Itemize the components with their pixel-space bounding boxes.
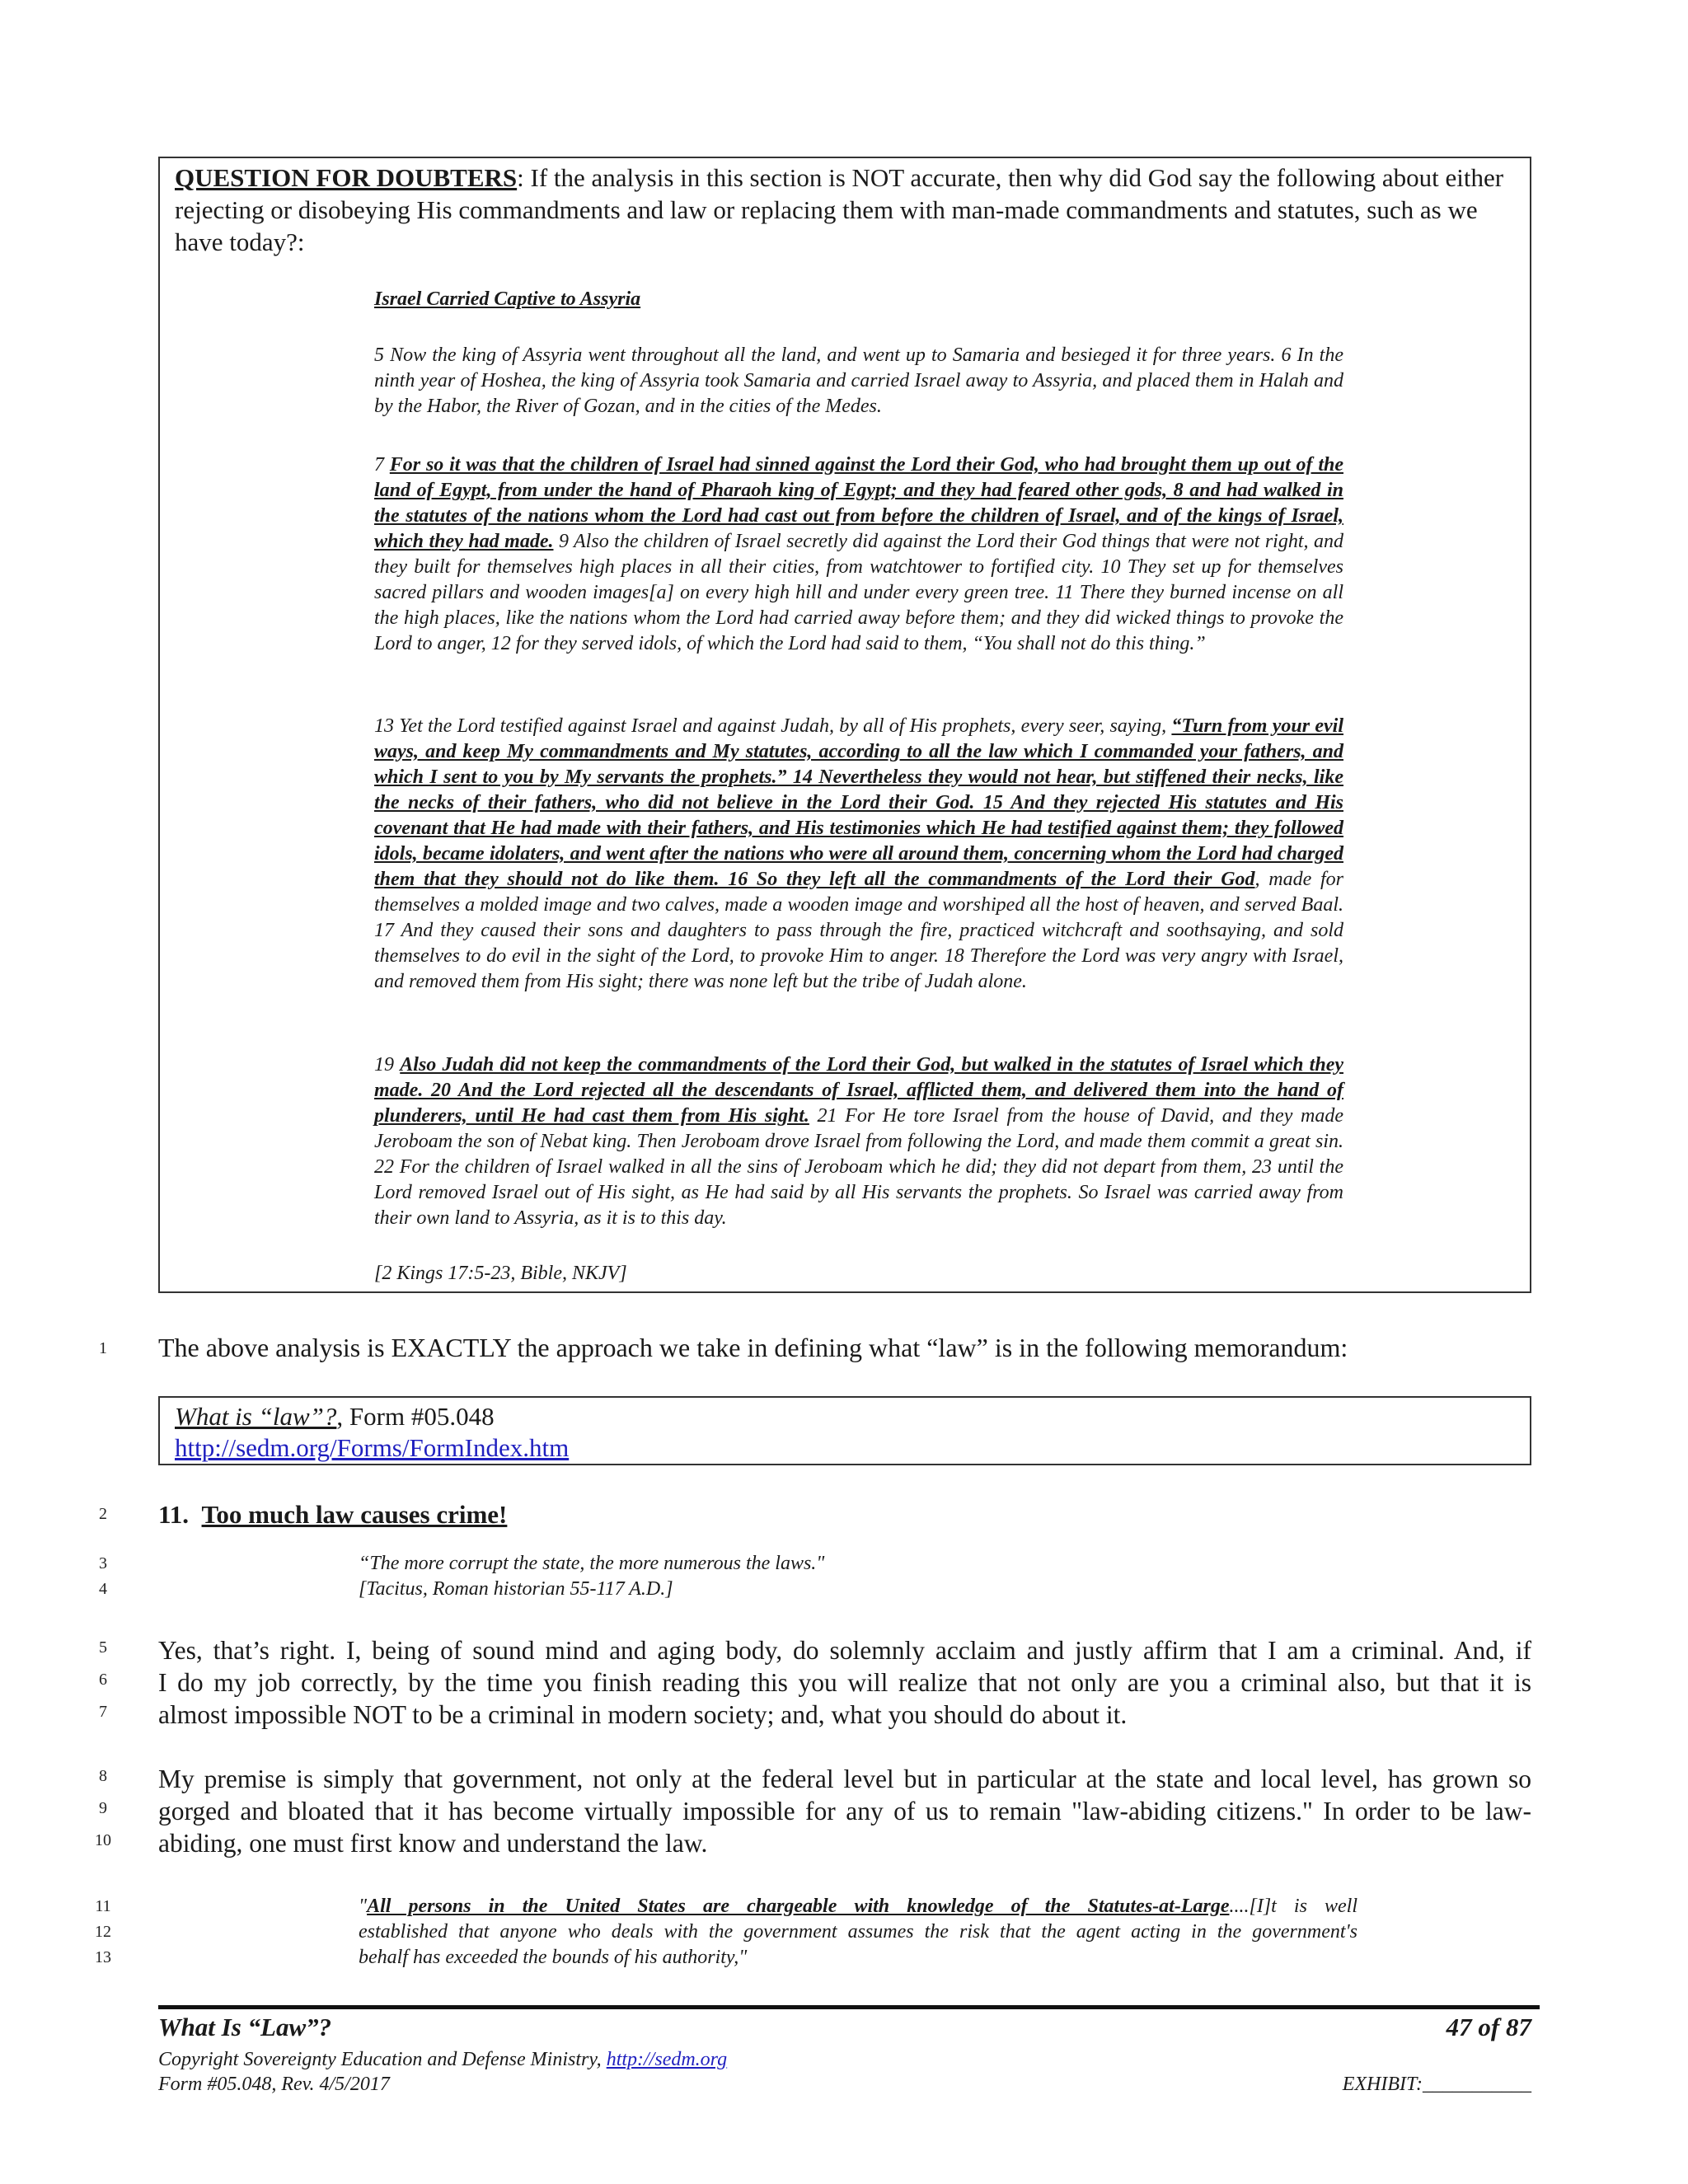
scripture-paragraph-1: 5 Now the king of Assyria went throughout all the land, and went up to Samaria and besieged it for three years. 6 In the ninth year of Hoshea, the king of Assyria took Samaria and carried Israel away to Assyria, and placed them in Halah and by the Habor, the River of Gozan, and in the cities of the Medes.: [374, 344, 1343, 417]
scripture-text: 13 Yet the Lord testified against Israel and against Judah, by all of His prophets, every seer, saying,: [374, 715, 1172, 737]
question-intro: [175, 162, 1518, 258]
line-number: 3: [99, 1554, 107, 1572]
scripture-emphasis: For so it was that the children of Israel had sinned against the Lord their God, who had brought them up out of the land of Egypt, from under the hand of Pharaoh king of Egypt; and they had feared other gods, 8 and had walked in the statutes of the nations whom the Lord had cast out from before the children of Israel, and of the kings of Israel, which they had made.: [374, 454, 1343, 552]
paragraph-criminal: [158, 1634, 1531, 1731]
line-number: 1: [99, 1339, 107, 1357]
section-number: 11.: [158, 1500, 190, 1529]
footer-copyright: [158, 2049, 727, 2071]
quote-line: [359, 1894, 1357, 1919]
footer-divider: [158, 2005, 1540, 2009]
quote-text: ....[I]t is well: [1229, 1896, 1357, 1917]
sedm-link[interactable]: http://sedm.org: [606, 2049, 728, 2070]
scripture-paragraph-2: [374, 452, 1343, 657]
scripture-emphasis: “Turn from your evil ways, and keep My commandments and My statutes, according to all the law which I commanded your fathers, and which I sent to you by My servants the prophets.” 14 Nevertheless they would not hear, but stiffened their necks, like the necks of their fathers, who did not believe in the Lord their God. 15 And they rejected His statutes and His covenant that He had made with their fathers, and His testimonies which He had testified against them; they followed idols, became idolaters, and went after the nations who were all around them, concerning whom the Lord had charged them that they should not do like them. 16 So they left all the commandments of the Lord their God: [374, 715, 1343, 890]
line-number: 7: [99, 1703, 107, 1721]
line-number: 4: [99, 1580, 107, 1598]
verse-number: 7: [374, 454, 390, 476]
line-number: 11: [95, 1897, 111, 1915]
quote-line: established that anyone who deals with the government assumes the risk that the agent acting in the government's: [359, 1921, 1357, 1943]
footer-form-revision: Form #05.048, Rev. 4/5/2017: [158, 2074, 390, 2095]
footer-document-title: What Is “Law”?: [158, 2013, 332, 2041]
paragraph-line: abiding, one must first know and understand the law.: [158, 1829, 708, 1858]
scripture-paragraph-3: [374, 714, 1343, 995]
verse-number: 19: [374, 1054, 401, 1076]
paragraph-line: My premise is simply that government, not only at the federal level but in particular at the state and local level, has grown so: [158, 1765, 1531, 1793]
scripture-text: 9 Also the children of Israel secretly did against the Lord their God things that were not right, and they built for themselves high places in all their cities, from watchtower to fortified city. 10 They set up for themselves sacred pillars and wooden images[a] on every high hill and under every green tree. 11 There they burned incense on all the high places, like the nations whom the Lord had carried away before them; and they did wicked things to provoke the Lord to anger, 12 for they served idols, of which the Lord had said to them, “You shall not do this thing.”: [374, 531, 1344, 654]
quote-line: behalf has exceeded the bounds of his authority,": [359, 1947, 748, 1968]
quote-mark: ": [359, 1896, 368, 1917]
tacitus-quote: “The more corrupt the state, the more numerous the laws.": [359, 1553, 825, 1574]
form-reference-box: [158, 1396, 1531, 1465]
line-number: 9: [99, 1799, 107, 1817]
scripture-paragraph-4: [374, 1052, 1343, 1231]
scripture-title: Israel Carried Captive to Assyria: [374, 288, 641, 310]
line-number: 5: [99, 1638, 107, 1657]
scripture-text: , made for themselves a molded image and two calves, made a wooden image and worshiped all the host of heaven, and served Baal. 17 And they caused their sons and daughters to pass through the fire, practiced witchcraft and soothsaying, and sold themselves to do evil in the sight of the Lord, to provoke Him to anger. 18 Therefore the Lord was very angry with Israel, and removed them from His sight; there was none left but the tribe of Judah alone.: [374, 869, 1343, 992]
tacitus-citation: [Tacitus, Roman historian 55-117 A.D.]: [359, 1578, 673, 1600]
form-index-link[interactable]: http://sedm.org/Forms/FormIndex.htm: [175, 1433, 570, 1462]
line-number: 6: [99, 1671, 107, 1689]
paragraph-line: almost impossible NOT to be a criminal in modern society; and, what you should do about it.: [158, 1700, 1128, 1729]
scripture-emphasis: Also Judah did not keep the commandments of the Lord their God, but walked in the statutes of Israel which they made. 20 And the Lord rejected all the descendants of Israel, afflicted them, and delivered them into the hand of plunderers, until He had cast them from His sight.: [374, 1054, 1343, 1127]
footer-exhibit: EXHIBIT:___________: [1342, 2074, 1531, 2095]
paragraph-premise: [158, 1763, 1531, 1859]
form-number: , Form #05.048: [336, 1402, 495, 1431]
question-for-doubters-box: [158, 157, 1531, 1293]
form-reference: [175, 1401, 1530, 1432]
form-title-link[interactable]: What is “law”?: [175, 1402, 337, 1431]
statutes-quote: [359, 1894, 1357, 1971]
line-number: 2: [99, 1505, 107, 1523]
section-title: Too much law causes crime!: [201, 1500, 508, 1529]
analysis-statement: The above analysis is EXACTLY the approach we take in defining what “law” is in the following memorandum:: [158, 1333, 1348, 1362]
copyright-text: Copyright Sovereignty Education and Defense Ministry,: [158, 2049, 607, 2070]
scripture-citation: [2 Kings 17:5-23, Bible, NKJV]: [374, 1263, 627, 1284]
footer-page-number: 47 of 87: [1446, 2013, 1531, 2041]
paragraph-line: Yes, that’s right. I, being of sound mind and aging body, do solemnly acclaim and justly affirm that I am a criminal. And, if: [158, 1636, 1531, 1665]
quote-emphasis: All persons in the United States are chargeable with knowledge of the Statutes-at-Large: [367, 1896, 1230, 1917]
scripture-text: 21 For He tore Israel from the house of David, and they made Jeroboam the son of Nebat king. Then Jeroboam drove Israel from following the Lord, and made them commit a great sin. 22 For the children of Israel walked in all the sins of Jeroboam which he did; they did not depart from them, 23 until the Lord removed Israel out of His sight, as He had said by all His servants the prophets. So Israel was carried away from their own land to Assyria, as it is to this day.: [374, 1105, 1343, 1229]
paragraph-line: I do my job correctly, by the time you finish reading this you will realize that not only are you a criminal also, but that it is: [158, 1668, 1531, 1697]
question-intro-text: : If the analysis in this section is NOT accurate, then why did God say the following about either rejecting or disobeying His commandments and law or replacing them with man-made commandments and statutes, such as we have today?:: [175, 163, 1504, 256]
line-number: 8: [99, 1767, 107, 1785]
question-heading: QUESTION FOR DOUBTERS: [175, 163, 518, 192]
line-number: 10: [95, 1831, 111, 1849]
section-heading: [158, 1500, 507, 1530]
line-number: 12: [95, 1923, 111, 1941]
line-number: 13: [95, 1948, 111, 1966]
paragraph-line: gorged and bloated that it has become virtually impossible for any of us to remain "law-abiding citizens." In order to be law-: [158, 1797, 1531, 1825]
